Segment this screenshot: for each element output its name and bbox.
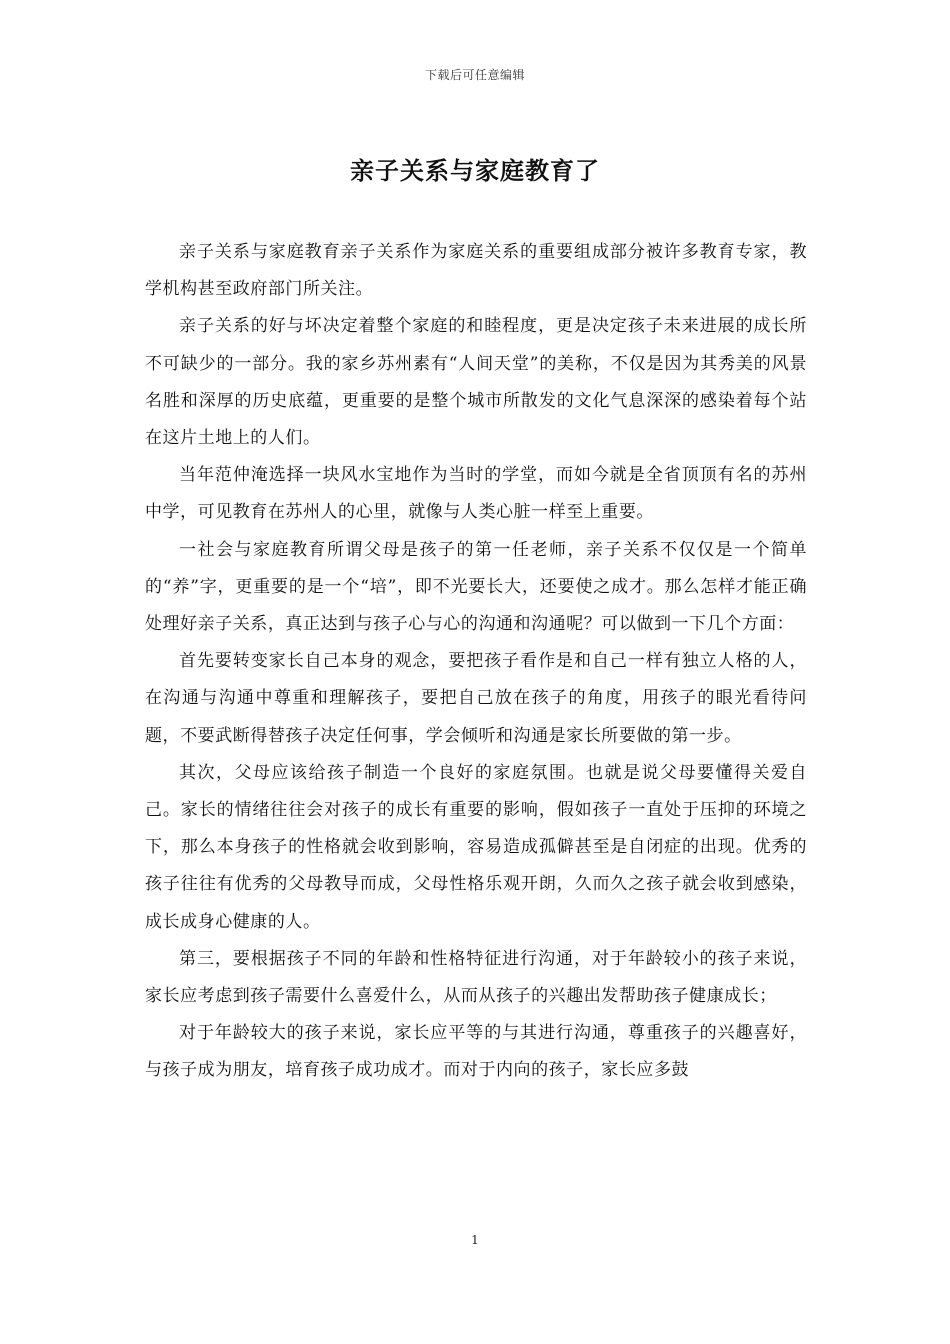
paragraph: 首先要转变家长自己本身的观念，要把孩子看作是和自己一样有独立人格的人，在沟通与沟通中尊重和理解孩子，要把自己放在孩子的角度，用孩子的眼光看待问题，不要武断得替孩子决定任何事，学会倾听和沟通是家长所要做的第一步。	[145, 651, 807, 746]
page-number: 1	[471, 1233, 479, 1247]
paragraph: 亲子关系与家庭教育亲子关系作为家庭关系的重要组成部分被许多教育专家，教学机构甚至政府部门所关注。	[145, 242, 807, 300]
paragraph: 对于年龄较大的孩子来说，家长应平等的与其进行沟通，尊重孩子的兴趣喜好，与孩子成为朋友，培育孩子成功成才。而对于内向的孩子，家长应多鼓	[145, 1023, 807, 1081]
paragraph: 亲子关系的好与坏决定着整个家庭的和睦程度，更是决定孩子未来进展的成长所不可缺少的一部分。我的家乡苏州素有“人间天堂”的美称，不仅是因为其秀美的风景名胜和深厚的历史底蕴，更重要的是整个城市所散发的文化气息深深的感染着每个站在这片土地上的人们。	[145, 316, 807, 449]
header-note: 下载后可任意编辑	[424, 68, 525, 82]
document-body	[145, 234, 807, 1090]
paragraph: 第三，要根据孩子不同的年龄和性格特征进行沟通，对于年龄较小的孩子来说，家长应考虑到孩子需要什么喜爱什么，从而从孩子的兴趣出发帮助孩子健康成长；	[145, 948, 807, 1007]
paragraph: 一社会与家庭教育所谓父母是孩子的第一任老师，亲子关系不仅仅是一个简单的“养”字，更重要的是一个“培”，即不光要长大，还要使之成才。那么怎样才能正确处理好亲子关系，真正达到与孩子心与心的沟通和沟通呢？可以做到一下几个方面：	[145, 539, 807, 635]
paragraph: 当年范仲淹选择一块风水宝地作为当时的学堂，而如今就是全省顶顶有名的苏州中学，可见教育在苏州人的心里，就像与人类心脏一样至上重要。	[145, 465, 807, 523]
document-title: 亲子关系与家庭教育了	[350, 156, 600, 185]
paragraph: 其次，父母应该给孩子制造一个良好的家庭氛围。也就是说父母要懂得关爱自己。家长的情绪往往会对孩子的成长有重要的影响，假如孩子一直处于压抑的环境之下，那么本身孩子的性格就会收到影响，容易造成孤僻甚至是自闭症的出现。优秀的孩子往往有优秀的父母教导而成，父母性格乐观开朗，久而久之孩子就会收到感染，成长成身心健康的人。	[145, 762, 807, 932]
